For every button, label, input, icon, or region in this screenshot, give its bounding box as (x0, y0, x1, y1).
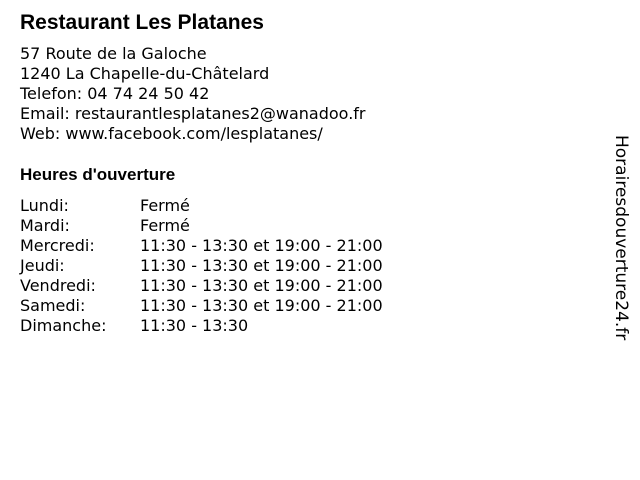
opening-hours-table (20, 196, 580, 336)
hours-row-jeudi (20, 256, 580, 276)
day-label: Samedi: (20, 296, 86, 315)
day-hours: 11:30 - 13:30 (140, 316, 249, 335)
address-block (20, 44, 580, 144)
restaurant-card (20, 10, 580, 336)
opening-hours-title: Heures d'ouverture (20, 165, 176, 184)
postal-city: 1240 La Chapelle-du-Châtelard (20, 64, 270, 83)
day-hours: 11:30 - 13:30 et 19:00 - 21:00 (140, 276, 383, 295)
day-label: Dimanche: (20, 316, 107, 335)
day-hours: Fermé (140, 216, 190, 235)
day-label: Vendredi: (20, 276, 96, 295)
hours-row-mercredi (20, 236, 580, 256)
street-address: 57 Route de la Galoche (20, 44, 207, 63)
email-line: Email: restaurantlesplatanes2@wanadoo.fr (20, 104, 366, 123)
day-label: Jeudi: (20, 256, 65, 275)
hours-row-dimanche (20, 316, 580, 336)
phone-line: Telefon: 04 74 24 50 42 (20, 84, 210, 103)
hours-row-mardi (20, 216, 580, 236)
day-hours: 11:30 - 13:30 et 19:00 - 21:00 (140, 256, 383, 275)
hours-row-vendredi (20, 276, 580, 296)
day-hours: 11:30 - 13:30 et 19:00 - 21:00 (140, 236, 383, 255)
day-hours: Fermé (140, 196, 190, 215)
hours-row-samedi (20, 296, 580, 316)
day-label: Lundi: (20, 196, 69, 215)
day-hours: 11:30 - 13:30 et 19:00 - 21:00 (140, 296, 383, 315)
day-label: Mardi: (20, 216, 70, 235)
web-line: Web: www.facebook.com/lesplatanes/ (20, 124, 323, 143)
hours-row-lundi (20, 196, 580, 216)
day-label: Mercredi: (20, 236, 95, 255)
restaurant-name: Restaurant Les Platanes (20, 11, 264, 34)
site-watermark: Horairesdouverture24.fr (611, 135, 631, 341)
